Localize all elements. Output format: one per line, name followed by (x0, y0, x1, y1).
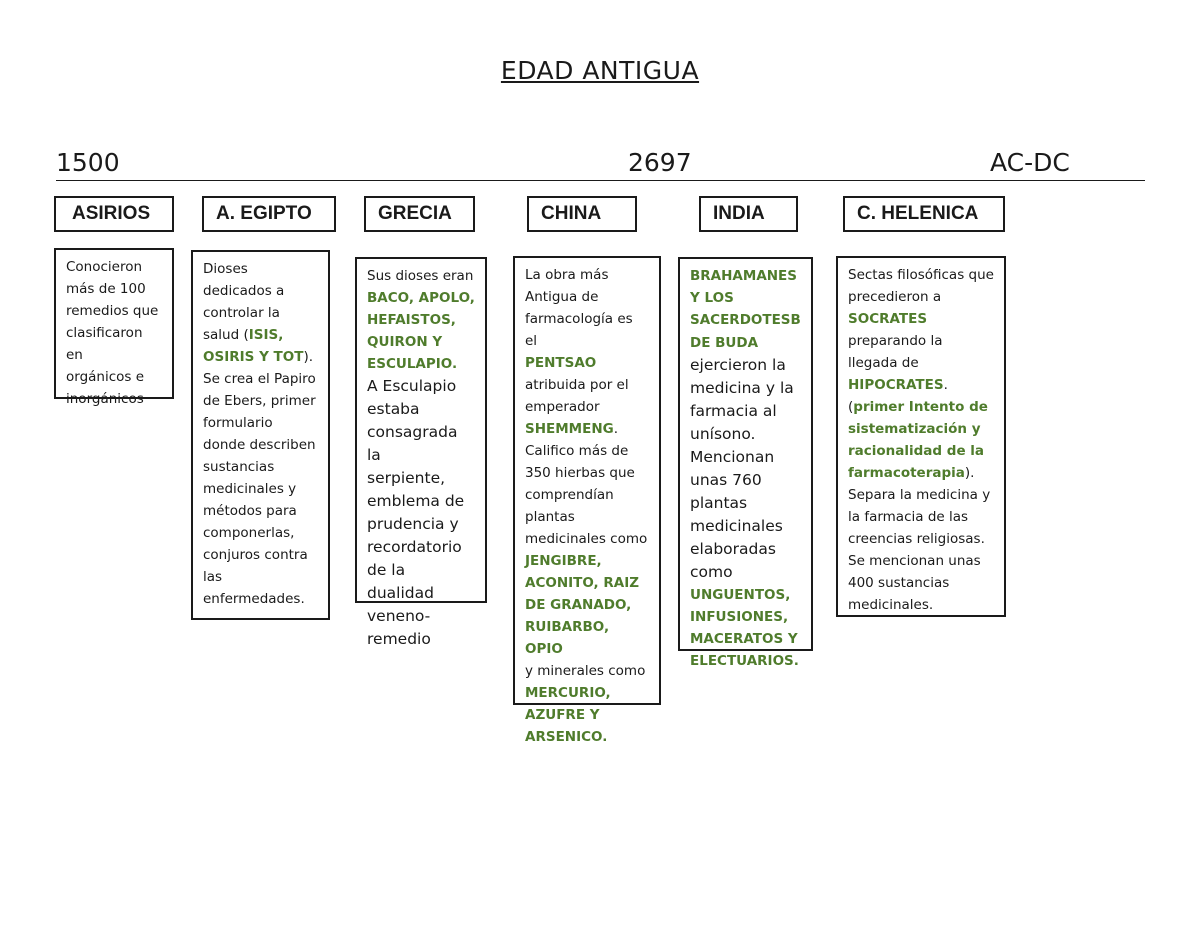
content-asirios (54, 248, 174, 407)
header-grecia: GRECIA (364, 196, 475, 232)
highlight-text: BRAHAMANES Y LOS SACERDOTESB DE BUDA (690, 268, 801, 351)
header-helenica: C. HELENICA (843, 196, 1005, 232)
highlight-text: ISIS, OSIRIS Y TOT (203, 327, 304, 365)
body-text: Sectas filosóficas que precedieron a (848, 267, 994, 305)
highlight-text: HIPOCRATES (848, 377, 944, 393)
body-text: y minerales como (525, 663, 646, 679)
timeline-line (56, 180, 1145, 181)
body-text: La obra más Antigua de farmacología es el (525, 267, 633, 349)
body-text: ). Separa la medicina y la farmacia de las creencias religiosas. Se mencionan unas 400 sustancias medicinales. (848, 465, 991, 613)
highlight-text: BACO, APOLO, HEFAISTOS, QUIRON Y ESCULAPIO. (367, 290, 475, 372)
header-india: INDIA (699, 196, 798, 232)
timeline-label-start: 1500 (56, 148, 120, 177)
highlight-text: SHEMMENG (525, 421, 614, 437)
timeline-label-end: AC-DC (990, 148, 1070, 177)
highlight-text: SOCRATES (848, 311, 928, 327)
body-text: ). Se crea el Papiro de Ebers, primer formulario donde describen sustancias medicinales y métodos para componerlas, conjuros contra las enfermedades. (203, 349, 316, 607)
body-text: ejercieron la medicina y la farmacia al unísono. Mencionan unas 760 plantas medicinales elaboradas como (690, 356, 794, 581)
highlight-text: JENGIBRE, ACONITO, RAIZ DE GRANADO, RUIBARBO, OPIO (525, 553, 640, 657)
body-text: . Califico más de 350 hierbas que comprendían plantas medicinales como (525, 421, 648, 547)
header-asirios: ASIRIOS (54, 196, 174, 232)
content-china (513, 256, 661, 745)
body-text: Sus dioses eran (367, 268, 474, 284)
body-text: A Esculapio estaba consagrada la serpiente, emblema de prudencia y recordatorio de la dualidad veneno- remedio (367, 377, 465, 648)
timeline-label-middle: 2697 (628, 148, 692, 177)
body-text: . ( (848, 377, 948, 415)
header-china: CHINA (527, 196, 637, 232)
content-egipto (191, 250, 330, 620)
highlight-text: MERCURIO, AZUFRE Y ARSENICO. (525, 685, 611, 745)
content-india (678, 257, 813, 669)
body-text: Conocieron más de 100 remedios que clasificaron en orgánicos e inorgánicos (66, 259, 159, 407)
body-text: preparando la llegada de (848, 333, 943, 371)
body-text: atribuida por el emperador (525, 377, 629, 415)
highlight-text: UNGUENTOS, INFUSIONES, MACERATOS Y ELECTUARIOS. (690, 587, 799, 669)
highlight-text: PENTSAO (525, 355, 597, 371)
header-egipto: A. EGIPTO (202, 196, 336, 232)
content-helenica (836, 256, 1006, 617)
highlight-text: primer Intento de sistematización y racionalidad de la farmacoterapia (848, 399, 988, 481)
content-grecia (355, 257, 487, 648)
body-text: Dioses dedicados a controlar la salud ( (203, 261, 285, 343)
page-title: EDAD ANTIGUA (500, 56, 700, 85)
